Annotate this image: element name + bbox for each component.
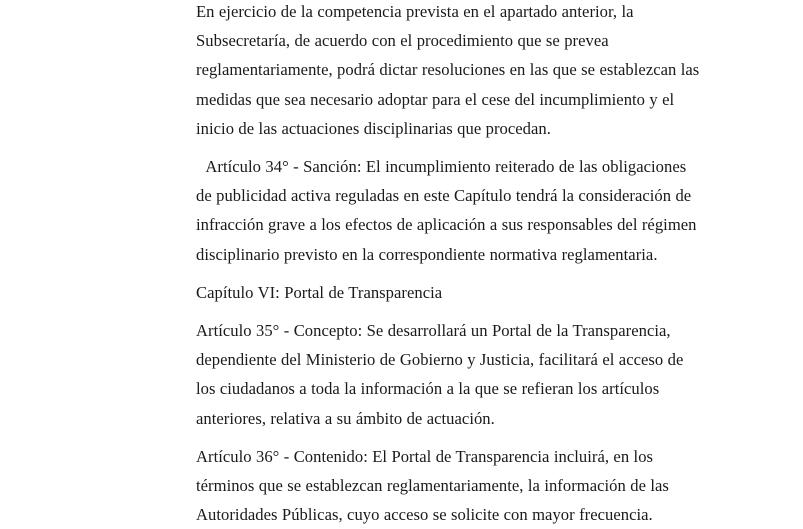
article-35-paragraph: Artículo 35° - Concepto: Se desarrollará un Portal de la Transparencia, dependiente del Ministerio de Gobierno y Justicia, facilitará el acceso de los ciudadanos a toda la información a la que se refieran los artículos anteriores, relativa a su ámbito de actuación. bbox=[196, 321, 688, 428]
article-34-paragraph: Artículo 34° - Sanción: El incumplimiento reiterado de las obligaciones de publicidad activa reguladas en este Capítulo tendrá la consideración de infracción grave a los efectos de aplicación a sus responsables del régimen disciplinario previsto en la correspondiente normativa reglamentaria. bbox=[196, 157, 701, 264]
paragraph-competencia: En ejercicio de la competencia prevista en el apartado anterior, la Subsecretaría, de acuerdo con el procedimiento que se prevea reglamentariamente, podrá dictar resoluciones en las que se establezcan las medidas que sea necesario adoptar para el cese del incumplimiento y el inicio de las actuaciones disciplinarias que procedan. bbox=[196, 2, 704, 138]
document-text-column bbox=[196, 0, 702, 529]
chapter-6-heading: Capítulo VI: Portal de Transparencia bbox=[196, 282, 443, 302]
article-36-paragraph: Artículo 36° - Contenido: El Portal de Transparencia incluirá, en los términos que se establezcan reglamentariamente, la información de las Autoridades Públicas, cuyo acceso se solicite con mayor frecuencia. bbox=[196, 446, 673, 525]
